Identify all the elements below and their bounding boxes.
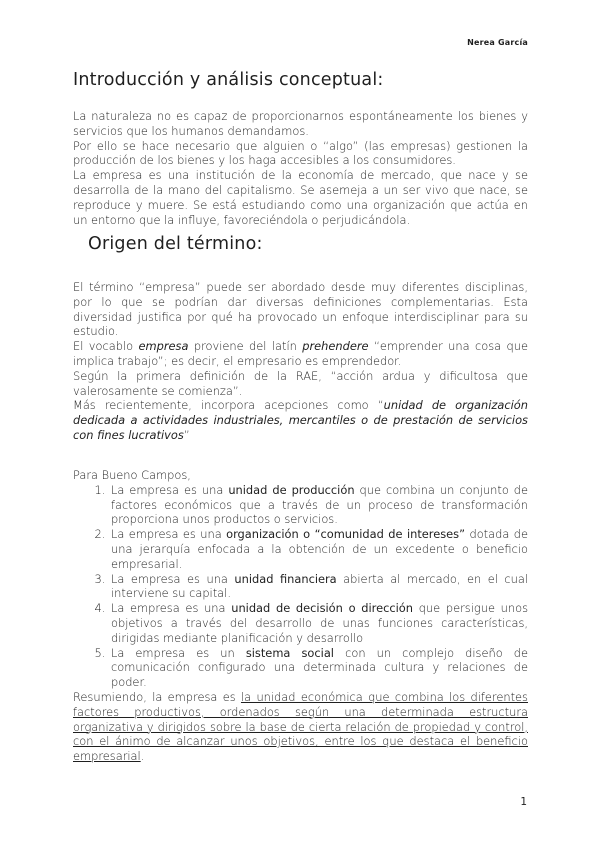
list-item — [109, 646, 528, 690]
intro-paragraph: La naturaleza no es capaz de proporcionarnos espontáneamente los bienes y servicios que los humanos demandamos. — [73, 109, 528, 138]
italic-definition: unidad de organización dedicada a actividades industriales, mercantiles o de prestación de servicios con fines lucrativos — [73, 398, 528, 442]
text-span: abierta al mercado, en el cual interviene su capital. — [111, 571, 529, 601]
text-span: La empresa es una — [111, 482, 229, 497]
section-title-origin: Origen del término: — [88, 234, 263, 254]
text-span: . — [140, 749, 145, 764]
summary-paragraph — [73, 690, 528, 764]
text-span: ” — [183, 427, 190, 442]
list-item — [109, 601, 528, 645]
section-title-intro: Introducción y análisis conceptual: — [73, 70, 384, 90]
text-span: La empresa es una — [111, 601, 232, 616]
text-span: La empresa es una — [111, 571, 235, 586]
text-span: Resumiendo, la empresa es — [73, 689, 241, 704]
bold-term: sistema social — [245, 645, 334, 660]
italic-term: empresa — [138, 339, 189, 354]
italic-term: prehendere — [302, 339, 369, 354]
origin-paragraph: Según la primera definición de la RAE, “acción ardua y dificultosa que valerosamente se comienza”. — [73, 368, 528, 398]
text-span: “emprender una cosa que implica trabajo”; es decir, el empresario es emprendedor. — [73, 339, 529, 368]
origin-paragraph: El término “empresa” puede ser abordado desde muy diferentes disciplinas, por lo que se podrían dar diversas definiciones complementarias. Esta diversidad justifica por qué ha provocado un enfoque interdisciplinar para su estudio. — [73, 280, 528, 339]
text-span: El vocablo — [73, 339, 139, 354]
bold-term: organización o “comunidad de intereses” — [226, 527, 466, 542]
header-author: Nerea García — [467, 38, 528, 47]
bueno-intro: Para Bueno Campos, — [73, 468, 191, 482]
list-item — [109, 483, 528, 527]
text-span: Más recientemente, incorpora acepciones como “ — [73, 398, 384, 413]
origin-paragraph — [73, 398, 528, 442]
bold-term: unidad de producción — [228, 482, 355, 497]
bold-term: unidad de decisión o dirección — [231, 601, 413, 616]
page-number: 1 — [520, 796, 527, 808]
intro-paragraph: Por ello se hace necesario que alguien o “algo” (las empresas) gestionen la producción de los bienes y los haga accesibles a los consumidores. — [73, 138, 528, 168]
bueno-campos-text — [73, 468, 528, 764]
text-span: que persigue unos objetivos a través del desarrollo de unas funciones características, dirigidas mediante planificación y desarrollo — [111, 601, 528, 645]
intro-text — [73, 109, 528, 227]
intro-paragraph: La empresa es una institución de la economía de mercado, que nace y se desarrolla de la mano del capitalismo. Se asemeja a un ser vivo que nace, se reproduce y muere. Se está estudiando como una organización que actúa en un entorno que la influye, favoreciéndola o perjudicándola. — [73, 168, 528, 227]
text-span: que combina un conjunto de factores económicos que a través de un proceso de transformación proporciona unos productos o servicios. — [111, 482, 529, 527]
origin-paragraph — [73, 339, 528, 369]
list-item — [109, 572, 528, 602]
text-span: La empresa es un — [111, 645, 246, 660]
text-span: proviene del latín — [188, 339, 303, 354]
list-item — [109, 527, 528, 571]
origin-text — [73, 280, 528, 443]
definition-list — [73, 483, 528, 690]
text-span: La empresa es una — [111, 527, 227, 542]
text-span: dotada de una jerarquía enfocada a la obtención de un excedente o beneficio empresarial. — [111, 527, 528, 571]
text-span: con un complejo diseño de comunicación configurado una determinada cultura y relaciones de poder. — [111, 645, 529, 690]
bold-term: unidad financiera — [234, 571, 337, 586]
underlined-definition: la unidad económica que combina los diferentes factores productivos, ordenados según una determinada estructura organizativa y dirigidos sobre la base de cierta relación de propiedad y control, con el ánimo de alcanzar unos objetivos, entre los que destaca el beneficio empresarial — [73, 689, 528, 764]
